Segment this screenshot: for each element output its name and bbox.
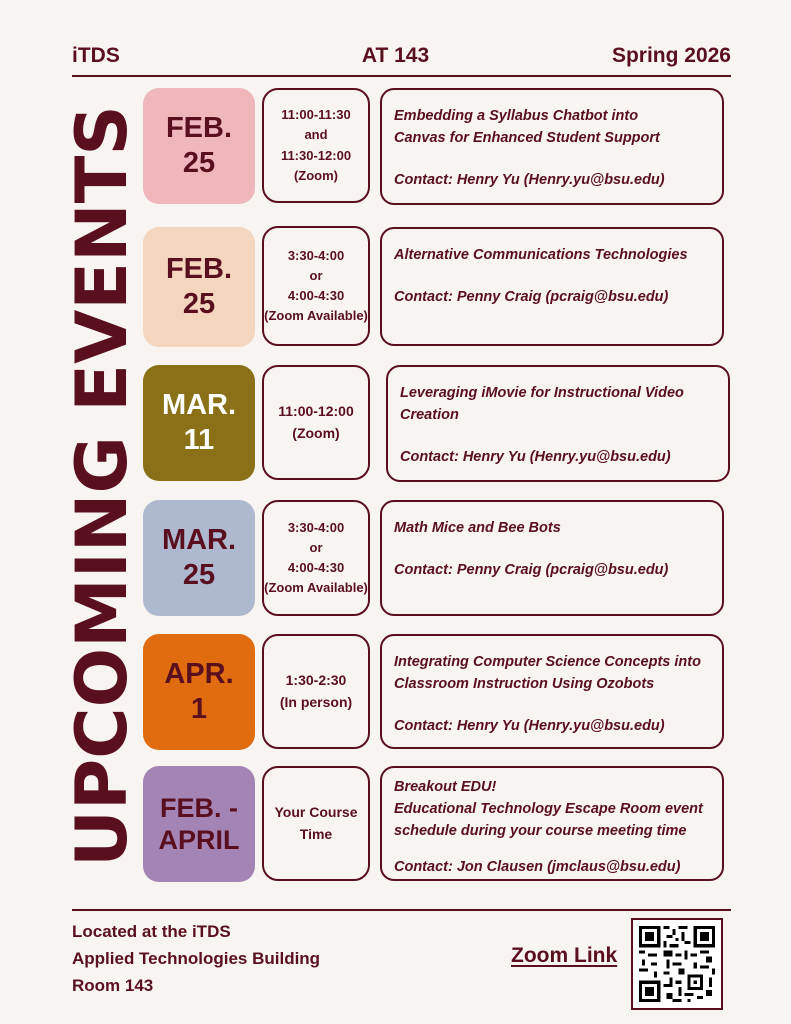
event-description: Integrating Computer Science Concepts into Classroom Instruction Using Ozobots Contact: Henry Yu (Henry.yu@bsu.edu) [380, 634, 724, 749]
header-divider [72, 75, 731, 77]
event-contact: Contact: Penny Craig (pcraig@bsu.edu) [394, 562, 669, 578]
event-date-badge: FEB. - APRIL [143, 766, 255, 882]
event-time-box: 3:30-4:00 or 4:00-4:30 (Zoom Available) [262, 226, 370, 346]
term-label: Spring 2026 [611, 44, 731, 67]
location-line: Applied Technologies Building [72, 949, 321, 968]
zoom-link[interactable]: Zoom Link [511, 944, 618, 967]
event-date-badge: APR. 1 [143, 634, 255, 750]
room-label: AT 143 [361, 44, 430, 67]
upcoming-events-title: UPCOMING EVENTS [61, 105, 143, 867]
event-date-badge: FEB. 25 [143, 227, 255, 347]
event-contact: Contact: Jon Clausen (jmclaus@bsu.edu) [394, 859, 681, 875]
location-line: Located at the iTDS [72, 922, 231, 941]
event-time-box: 3:30-4:00 or 4:00-4:30 (Zoom Available) [262, 500, 370, 616]
event-time-box: 11:00-12:00 (Zoom) [262, 365, 370, 480]
event-description: Breakout EDU! Educational Technology Escape Room event schedule during your course meeting time Contact: Jon Clausen (jmclaus@bsu.edu) [380, 766, 724, 881]
event-date-badge: MAR. 25 [143, 500, 255, 616]
event-time-box: 11:00-11:30 and 11:30-12:00 (Zoom) [262, 88, 370, 203]
event-date-badge: MAR. 11 [143, 365, 255, 481]
event-time-box: 1:30-2:30 (In person) [262, 634, 370, 749]
qr-code-icon[interactable] [631, 918, 723, 1010]
footer-divider [72, 909, 731, 911]
location-line: Room 143 [72, 976, 154, 995]
org-label: iTDS [72, 44, 120, 67]
event-contact: Contact: Henry Yu (Henry.yu@bsu.edu) [394, 718, 665, 734]
event-contact: Contact: Henry Yu (Henry.yu@bsu.edu) [394, 172, 665, 188]
event-contact: Contact: Penny Craig (pcraig@bsu.edu) [394, 289, 669, 305]
event-time-box: Your Course Time [262, 766, 370, 881]
event-description: Leveraging iMovie for Instructional Video Creation Contact: Henry Yu (Henry.yu@bsu.edu) [386, 365, 730, 482]
event-description: Math Mice and Bee Bots Contact: Penny Craig (pcraig@bsu.edu) [380, 500, 724, 616]
event-description: Embedding a Syllabus Chatbot into Canvas for Enhanced Student Support Contact: Henry Yu (Henry.yu@bsu.edu) [380, 88, 724, 205]
event-date-badge: FEB. 25 [143, 88, 255, 204]
event-contact: Contact: Henry Yu (Henry.yu@bsu.edu) [400, 449, 671, 465]
event-description: Alternative Communications Technologies Contact: Penny Craig (pcraig@bsu.edu) [380, 227, 724, 346]
